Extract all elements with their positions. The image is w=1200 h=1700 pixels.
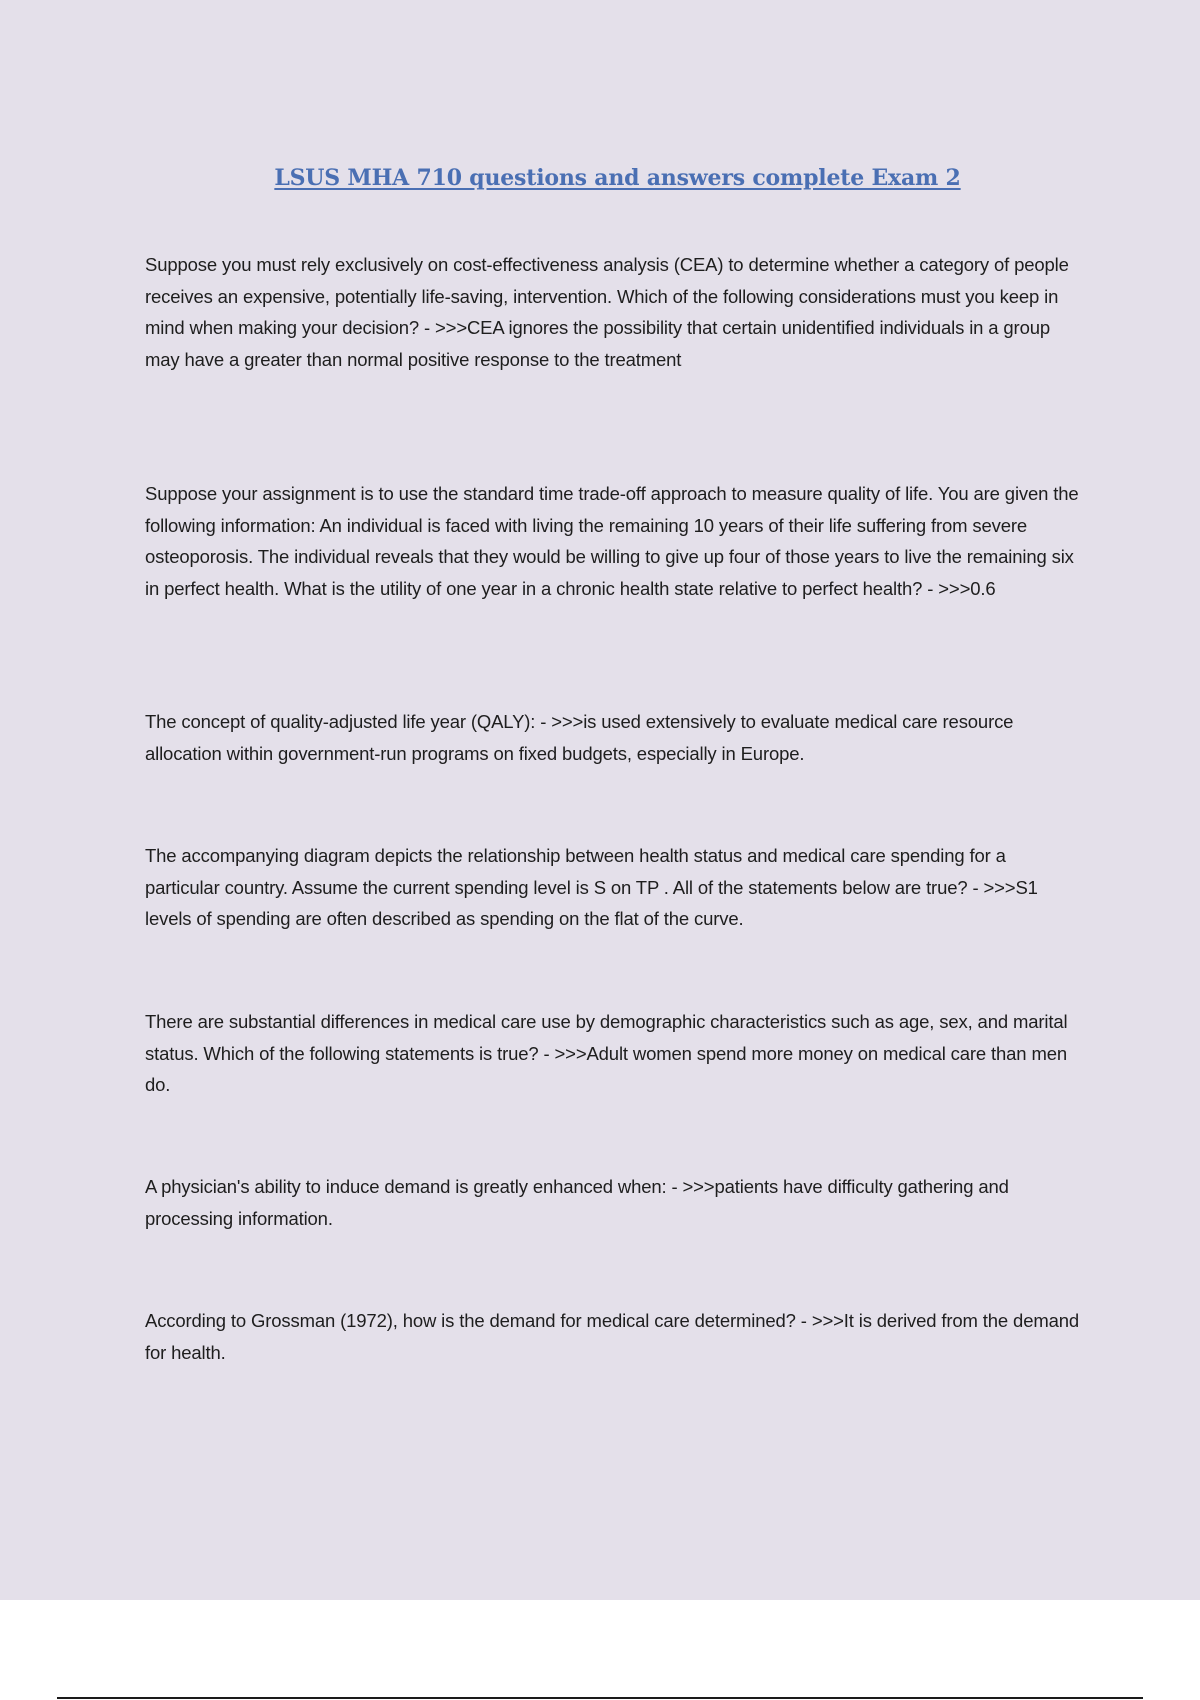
question-text: Suppose you must rely exclusively on cost-effectiveness analysis (CEA) to determine whether a category of people receives an expensive, potentially life-saving, intervention. Which of the following considerations must you keep in mind when making your decision? -	[145, 254, 1069, 338]
qa-item-6	[145, 1171, 1085, 1234]
question-text: A physician's ability to induce demand is greatly enhanced when: -	[145, 1176, 683, 1197]
question-text: According to Grossman (1972), how is the demand for medical care determined? -	[145, 1310, 812, 1331]
qa-item-7	[145, 1305, 1085, 1368]
qa-item-5	[145, 1006, 1085, 1101]
qa-item-3	[145, 706, 1085, 769]
question-text: There are substantial differences in medical care use by demographic characteristics such as age, sex, and marital status. Which of the following statements is true? -	[145, 1011, 1068, 1064]
document-title: LSUS MHA 710 questions and answers complete Exam 2	[274, 165, 961, 191]
answer-text: >>>Adult women spend more money on medical care than men do.	[145, 1042, 1067, 1095]
question-text: Suppose your assignment is to use the standard time trade-off approach to measure quality of life. You are given the following information: An individual is faced with living the remaining 10 years of their life suffering from severe osteoporosis. The individual reveals that they would be willing to give up four of those years to live the remaining six in perfect health. What is the utility of one year in a chronic health state relative to perfect health? -	[145, 483, 1079, 599]
qa-item-4	[145, 840, 1085, 935]
answer-text: >>>patients have difficulty gathering and processing information.	[145, 1176, 1009, 1229]
answer-text: >>>0.6	[938, 577, 996, 599]
footer-divider	[57, 1697, 1143, 1699]
question-text: The concept of quality-adjusted life year (QALY): -	[145, 711, 552, 732]
qa-item-2	[145, 478, 1085, 604]
qa-item-1	[145, 249, 1085, 375]
question-text: The accompanying diagram depicts the relationship between health status and medical care spending for a particular country. Assume the current spending level is S on TP . All of the statements below are true? -	[145, 845, 1006, 898]
answer-text: >>>S1 levels of spending are often described as spending on the flat of the curve.	[145, 876, 1038, 929]
answer-text: >>>CEA ignores the possibility that certain unidentified individuals in a group may have a greater than normal positive response to the treatment	[145, 317, 1050, 370]
answer-text: >>>It is derived from the demand for health.	[145, 1310, 1080, 1363]
answer-text: >>>is used extensively to evaluate medical care resource allocation within government-run programs on fixed budgets, especially in Europe.	[145, 711, 1014, 764]
